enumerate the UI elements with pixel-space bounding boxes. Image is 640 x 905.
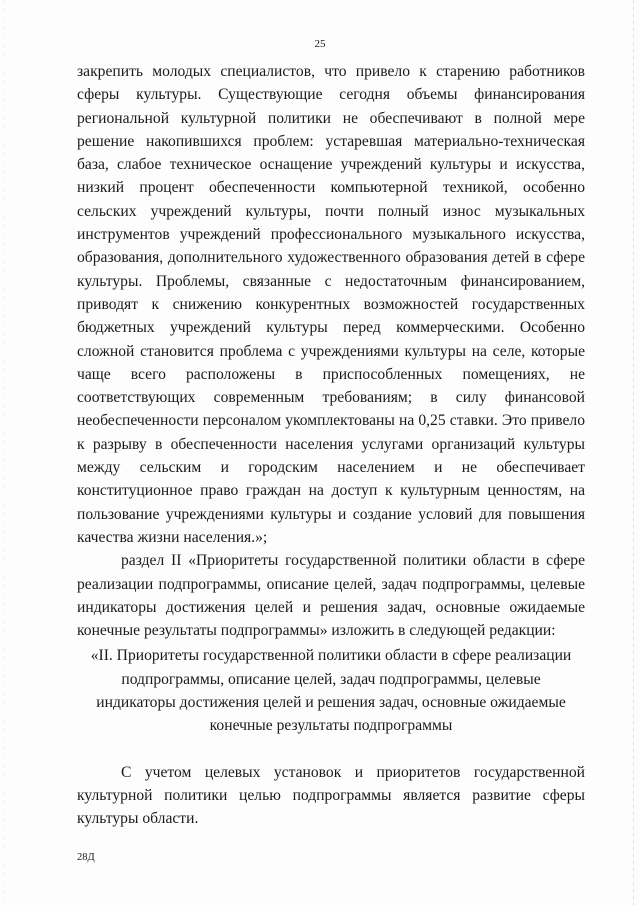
section-heading-line: индикаторы достижения целей и решения задач, основные ожидаемые (96, 694, 566, 712)
section-heading (77, 644, 585, 737)
scan-edge-left (4, 0, 5, 905)
section-heading-line: «II. Приоритеты государственной политики области в сфере реализации (90, 647, 572, 665)
section-heading-line: подпрограммы, описание целей, задач подпрограммы, целевые (121, 670, 541, 688)
blank-line (77, 738, 585, 761)
scan-edge-right (633, 0, 634, 905)
document-body (77, 60, 585, 831)
paragraph-section-amendment: раздел II «Приоритеты государственной политики области в сфере реализации подпрограммы, описание целей, задач подпрограммы, целевые индикаторы достижения целей и решения задач, основные ожидаемые конечные результаты подпрограммы» изложить в следующей редакции: (77, 552, 585, 640)
page-number: 25 (314, 38, 326, 50)
paragraph-goal: С учетом целевых установок и приоритетов государственной культурной политики целью подпрограммы является развитие сферы культуры области. (77, 763, 585, 828)
section-heading-line: конечные результаты подпрограммы (209, 717, 453, 735)
footer-document-code: 28Д (77, 852, 95, 863)
paragraph-problems: закрепить молодых специалистов, что привело к старению работников сферы культуры. Существующие сегодня объемы финансирования региональной культурной политики не обеспечивают в полной мере решение накопившихся проблем: устаревшая материально-техническая база, слабое техническое оснащение учреждений культуры и искусства, низкий процент обеспеченности компьютерной техникой, особенно сельских учреждений культуры, почти полный износ музыкальных инструментов учреждений профессионального музыкального искусства, образования, дополнительного художественного образования детей в сфере культуры. Проблемы, связанные с недостаточным финансированием, приводят к снижению конкурентных возможностей государственных бюджетных учреждений культуры перед коммерческими. Особенно сложной становится проблема с учреждениями культуры на селе, которые чаще всего расположены в приспособленных помещениях, не соответствующих современным требованиям; в силу финансовой необеспеченности персоналом укомплектованы на 0,25 ставки. Это привело к разрыву в обеспеченности населения услугами организаций культуры между сельским и городским населением и не обеспечивает конституционное право граждан на доступ к культурным ценностям, на пользование учреждениями культуры и создание условий для повышения качества жизни населения.»; (77, 63, 585, 546)
